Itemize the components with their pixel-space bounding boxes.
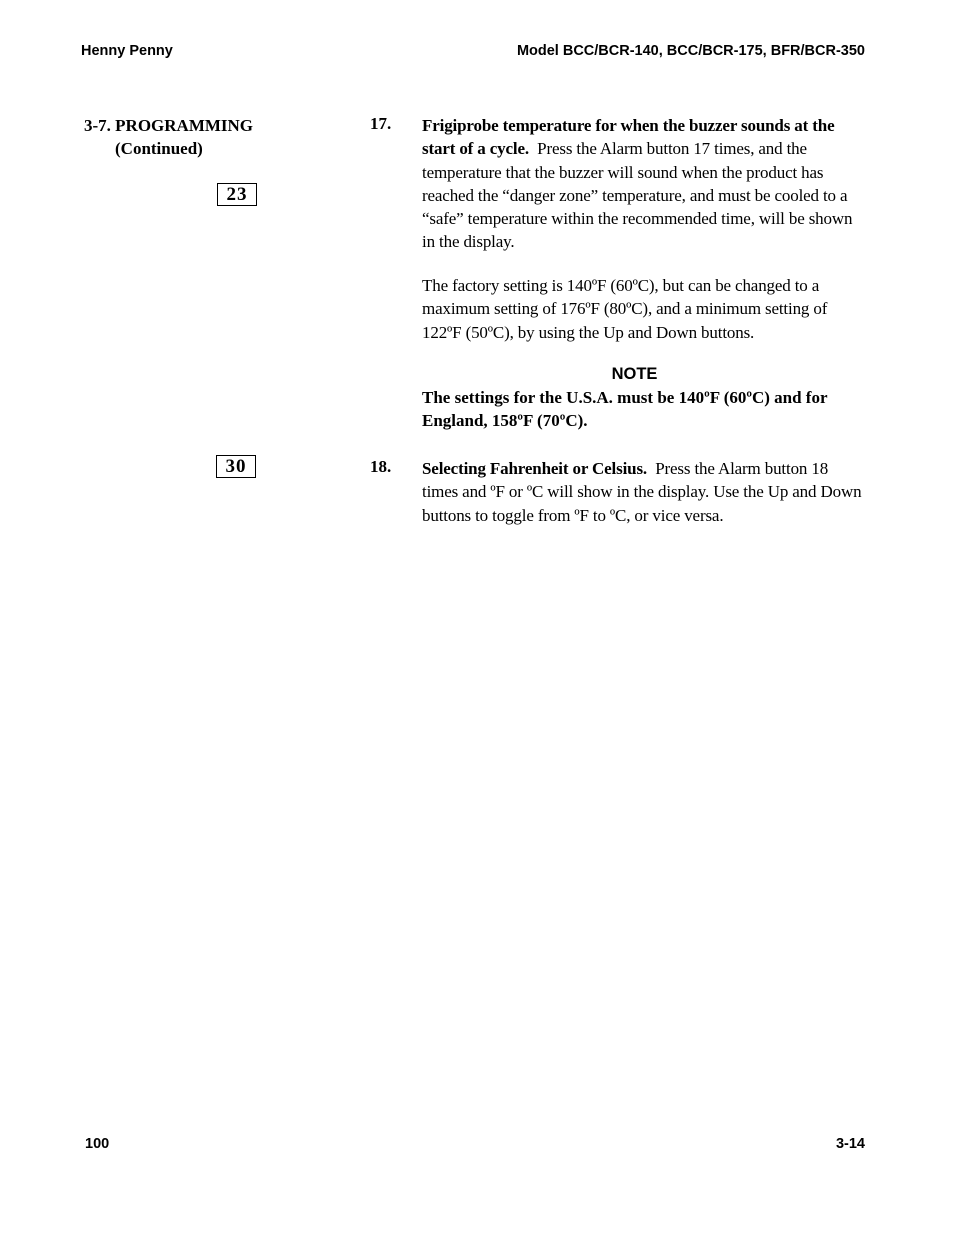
section-title: 3-7. PROGRAMMING [84,116,254,135]
note-body: The settings for the U.S.A. must be 140ºF (60ºC) and for England, 158ºF (70ºC). [422,388,828,431]
factory-setting-paragraph: The factory setting is 140ºF (60ºC), but can be changed to a maximum setting of 176ºF (80ºC), and a minimum setting of 122ºF (50ºC), by using the Up and Down buttons. [422,276,828,342]
step-number-17: 17. [370,114,392,133]
figure-badge-23: 23 [217,183,257,206]
step-17-heading: Frigiprobe temperature for when the buzzer sounds at the start of a cycle. [422,116,835,159]
header-right: Model BCC/BCR-140, BCC/BCR-175, BFR/BCR-350 [516,43,865,59]
page-number: 100 [85,1136,110,1152]
step-17-body: Press the Alarm button 17 times, and the temperature that the buzzer will sound when the product has reached the “danger zone” temperature, and must be cooled to a “safe” temperature within the recommended time, will be shown in the display. [422,139,853,252]
figure-badge-30: 30 [216,455,256,478]
section-page-number: 3-14 [835,1136,865,1152]
note-title: NOTE [611,365,658,383]
step-18-heading: Selecting Fahrenheit or Celsius. [422,459,648,478]
step-number-18: 18. [370,457,392,476]
step-17-text [422,114,862,254]
header-left: Henny Penny [81,43,173,59]
step-18-body: Press the Alarm button 18 times and ºF or ºC will show in the display. Use the Up and Down buttons to toggle from ºF to ºC, or vice versa. [422,459,862,525]
step-18-text [422,457,862,527]
section-heading [84,114,253,160]
section-subtitle: (Continued) [115,139,203,158]
